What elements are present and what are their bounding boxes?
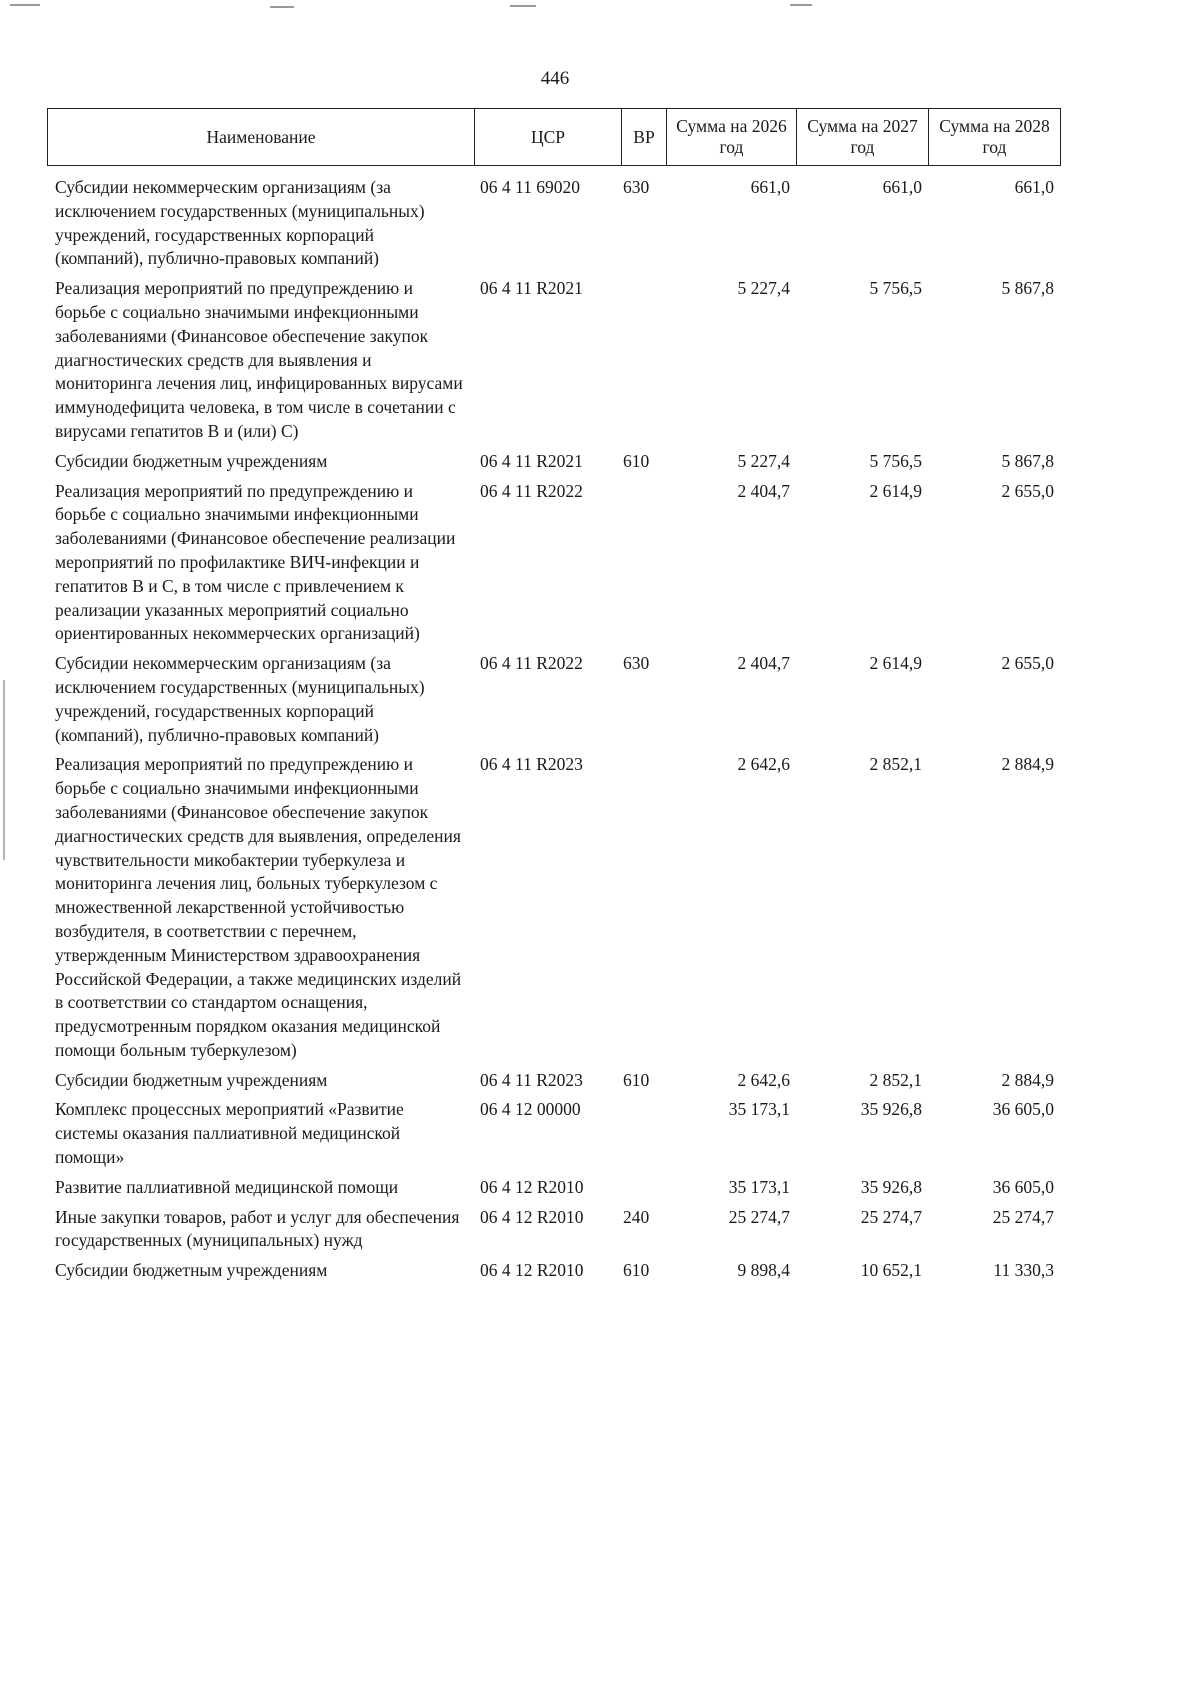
- row-name: Развитие паллиативной медицинской помощи: [55, 1176, 399, 1197]
- header-row: [48, 109, 1061, 166]
- row-sum-2026: 5 227,4: [737, 450, 790, 471]
- table-row: [47, 1063, 1060, 1093]
- page-number: 446: [540, 68, 570, 89]
- scan-artifact: [10, 4, 40, 6]
- table-row: [47, 1092, 1060, 1169]
- row-name: Реализация мероприятий по предупреждению и борьбе с социально значимыми инфекционными заболеваниями (Финансовое обеспечение реализации мероприятий по профилактике ВИЧ-инфекции и гепатитов В и С, в том числе с привлечением к реализации указанных мероприятий социально ориентированных некоммерческих организаций): [55, 480, 456, 644]
- scan-artifact: [270, 6, 294, 8]
- table-row: [47, 444, 1060, 474]
- row-name: Комплекс процессных мероприятий «Развитие системы оказания паллиативной медицинской помощи»: [55, 1099, 404, 1168]
- row-sum-2028: 2 884,9: [1001, 1069, 1054, 1090]
- row-sum-2027: 5 756,5: [869, 450, 922, 471]
- header-name: Наименование: [48, 109, 475, 166]
- row-csr: 06 4 12 R2010: [480, 1260, 584, 1281]
- row-name: Субсидии некоммерческим организациям (за исключением государственных (муниципальных) учреждений, государственных корпораций (компаний), публично-правовых компаний): [55, 653, 425, 745]
- row-csr: 06 4 11 R2023: [480, 1069, 583, 1090]
- row-sum-2027: 10 652,1: [860, 1260, 922, 1281]
- row-name: Субсидии бюджетным учреждениям: [55, 1260, 328, 1281]
- row-vr: 240: [623, 1206, 650, 1227]
- row-sum-2028: 36 605,0: [992, 1099, 1054, 1120]
- row-sum-2028: 2 655,0: [1001, 480, 1054, 501]
- header-csr: ЦСР: [475, 109, 622, 166]
- row-name: Реализация мероприятий по предупреждению и борьбе с социально значимыми инфекционными заболеваниями (Финансовое обеспечение закупок диагностических средств для выявления и мониторинга лечения лиц, инфицированных вирусами иммунодефицита человека, в том числе в сочетании с вирусами гепатитов В и (или) С): [55, 278, 463, 441]
- row-vr: 610: [623, 1260, 650, 1281]
- table-row: [47, 170, 1060, 271]
- row-sum-2026: 9 898,4: [737, 1260, 790, 1281]
- row-csr: 06 4 11 R2023: [480, 754, 583, 775]
- row-name: Субсидии бюджетным учреждениям: [55, 450, 328, 471]
- row-sum-2028: 5 867,8: [1001, 278, 1054, 299]
- row-vr: 610: [623, 1069, 650, 1090]
- row-csr: 06 4 12 00000: [480, 1099, 581, 1120]
- budget-table: [47, 170, 1060, 1283]
- row-sum-2028: 661,0: [1014, 177, 1054, 197]
- row-sum-2027: 2 852,1: [869, 1069, 922, 1090]
- header-sum-2028: Сумма на 2028 год: [929, 109, 1061, 166]
- row-sum-2028: 2 884,9: [1001, 754, 1054, 775]
- row-sum-2028: 5 867,8: [1001, 450, 1054, 471]
- table-row: [47, 271, 1060, 444]
- row-sum-2027: 5 756,5: [869, 278, 922, 299]
- row-sum-2026: 5 227,4: [737, 278, 790, 299]
- row-sum-2028: 25 274,7: [992, 1206, 1054, 1227]
- row-vr: 630: [623, 177, 650, 197]
- row-sum-2028: 11 330,3: [993, 1260, 1054, 1281]
- row-sum-2026: 35 173,1: [728, 1099, 790, 1120]
- row-sum-2028: 2 655,0: [1001, 653, 1054, 674]
- row-sum-2026: 2 642,6: [737, 754, 790, 775]
- row-sum-2027: 25 274,7: [860, 1206, 922, 1227]
- row-sum-2027: 2 614,9: [869, 480, 922, 501]
- row-name: Реализация мероприятий по предупреждению и борьбе с социально значимыми инфекционными заболеваниями (Финансовое обеспечение закупок диагностических средств для выявления, определения чувствительности микобактерии туберкулеза и мониторинга лечения лиц, больных туберкулезом с множественной лекарственной устойчивостью возбудителя, в соответствии с перечнем, утвержденным Министерством здравоохранения Российской Федерации, а также медицинских изделий в соответствии со стандартом оснащения, предусмотренным порядком оказания медицинской помощи больным туберкулезом): [55, 754, 462, 1060]
- row-vr: [621, 1170, 666, 1200]
- row-sum-2026: 661,0: [750, 177, 790, 197]
- row-sum-2028: 36 605,0: [992, 1176, 1054, 1197]
- scan-artifact: [3, 680, 5, 860]
- row-sum-2027: 2 614,9: [869, 653, 922, 674]
- row-csr: 06 4 12 R2010: [480, 1176, 584, 1197]
- scan-artifact: [510, 5, 536, 7]
- row-sum-2026: 25 274,7: [728, 1206, 790, 1227]
- row-vr: 630: [623, 653, 650, 674]
- row-csr: 06 4 11 R2021: [480, 278, 583, 299]
- row-csr: 06 4 11 R2022: [480, 480, 583, 501]
- header-vr: ВР: [622, 109, 667, 166]
- row-sum-2027: 661,0: [882, 177, 922, 197]
- row-vr: [621, 1092, 666, 1169]
- row-sum-2027: 35 926,8: [860, 1099, 922, 1120]
- row-name: Иные закупки товаров, работ и услуг для обеспечения государственных (муниципальных) нужд: [55, 1206, 460, 1251]
- table-row: [47, 1170, 1060, 1200]
- row-sum-2027: 2 852,1: [869, 754, 922, 775]
- row-csr: 06 4 11 R2022: [480, 653, 583, 674]
- header-sum-2027: Сумма на 2027 год: [797, 109, 929, 166]
- table-row: [47, 747, 1060, 1062]
- row-name: Субсидии некоммерческим организациям (за исключением государственных (муниципальных) учреждений, государственных корпораций (компаний), публично-правовых компаний): [55, 177, 425, 269]
- table-body: [47, 170, 1060, 1283]
- row-vr: [621, 474, 666, 647]
- row-vr: 610: [623, 450, 650, 471]
- scan-artifact: [790, 4, 812, 6]
- row-csr: 06 4 11 69020: [480, 177, 580, 197]
- row-csr: 06 4 12 R2010: [480, 1206, 584, 1227]
- table-row: [47, 646, 1060, 747]
- row-sum-2026: 2 404,7: [737, 653, 790, 674]
- row-sum-2026: 2 642,6: [737, 1069, 790, 1090]
- table-row: [47, 474, 1060, 647]
- row-name: Субсидии бюджетным учреждениям: [55, 1069, 328, 1090]
- row-vr: [621, 747, 666, 1062]
- row-csr: 06 4 11 R2021: [480, 450, 583, 471]
- table-row: [47, 1253, 1060, 1283]
- header-sum-2026: Сумма на 2026 год: [667, 109, 797, 166]
- row-vr: [621, 271, 666, 444]
- row-sum-2026: 35 173,1: [728, 1176, 790, 1197]
- table-row: [47, 1200, 1060, 1254]
- row-sum-2027: 35 926,8: [860, 1176, 922, 1197]
- table-header: [47, 108, 1061, 166]
- row-sum-2026: 2 404,7: [737, 480, 790, 501]
